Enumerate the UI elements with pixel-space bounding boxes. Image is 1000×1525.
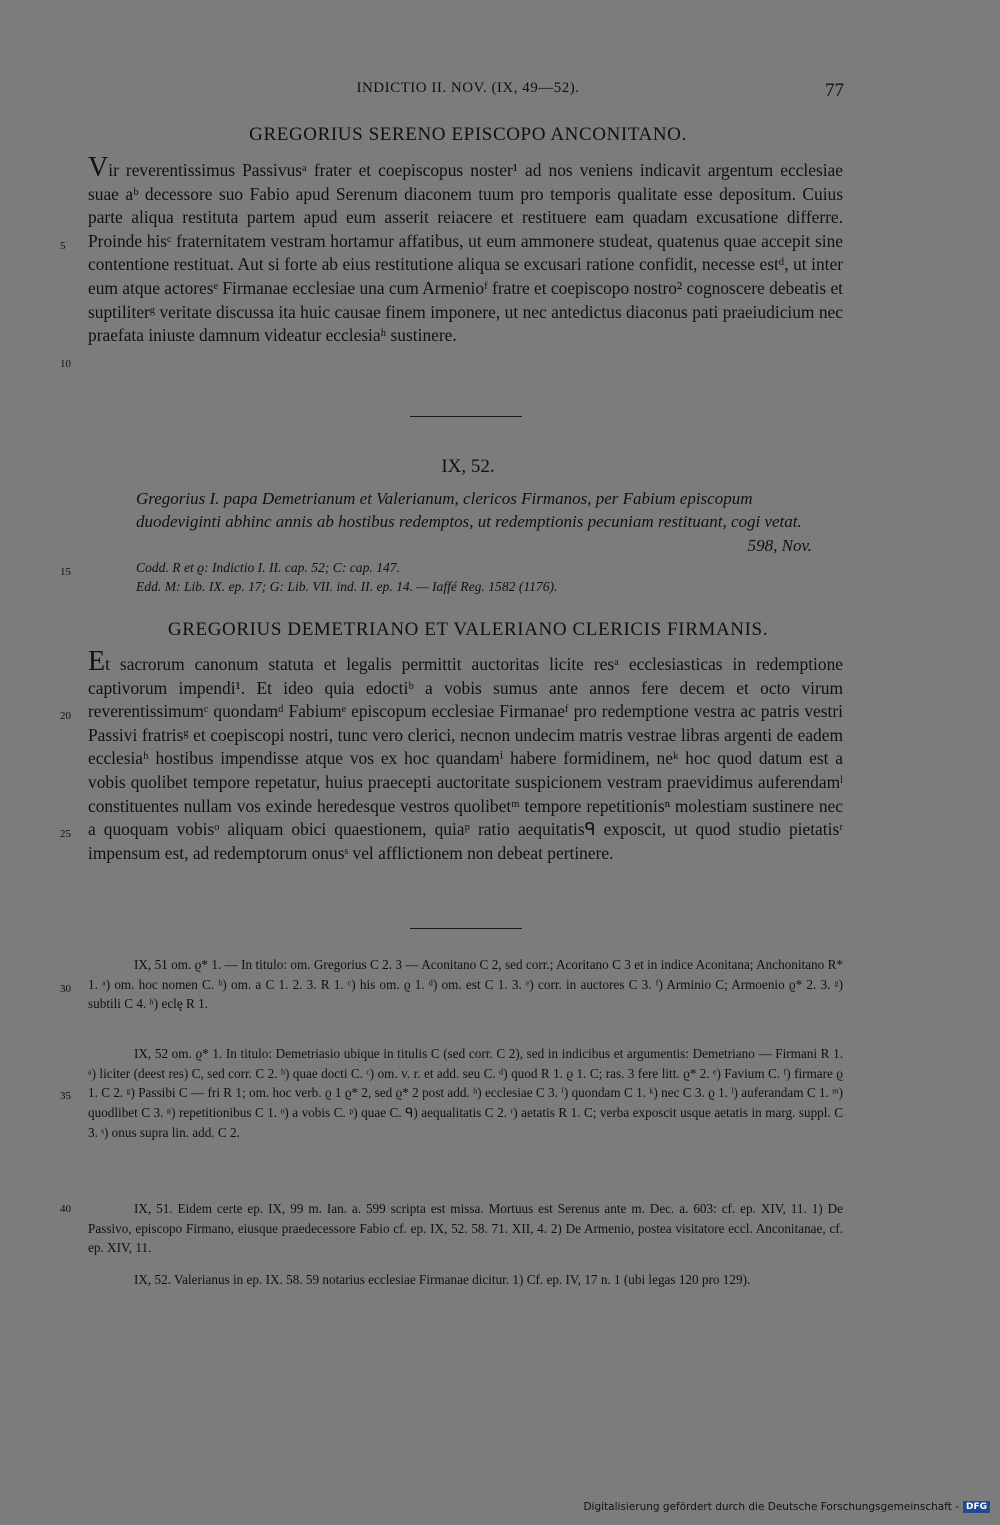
apparatus-text: IX, 52 om. ϱ* 1. In titulo: Demetriasio ubique in titulis C (sed corr. C 2), sed in indicibus et argumentis: Demetriano — Firmani R 1. ᵃ) liciter (deest res) C, sed corr. C 2. ᵇ) quae docti C. ᶜ) om. v. r. et add. seu C. ᵈ) quod R 1. ϱ 1. C; ras. 3 fere litt. ϱ* 2. ᵉ) Favium C. ᶠ) firmare ϱ 1. C 2. ᵍ) Passibi C — fri R 1; om. hoc verb. ϱ 1 ϱ* 2, sed ϱ* 2 post add. ʰ) ecclesiae C 3. ⁱ) quondam C 1. ᵏ) nec C 3. ϱ 1. ˡ) auferandam C 1. ᵐ) quodlibet C 3. ⁿ) repetitionibus C 1. ᵒ) a vobis C. ᵖ) quae C. ᑫ) aequalitatis C 2. ʳ) aetatis R 1. C; verba exposcit usque aetatis in marg. suppl. C 3. ˢ) onus supra lin. add. C 2. — [88, 1046, 843, 1140]
editions-line: Edd. M: Lib. IX. ep. 17; G: Lib. VII. ind. II. ep. 14. — Iaffé Reg. 1582 (1176). — [136, 579, 558, 594]
notes-letter-51 — [88, 1199, 843, 1258]
codices-line: Codd. R et ϱ: Indictio I. II. cap. 52; C: cap. 147. — [136, 560, 400, 575]
running-title: INDICTIO II. NOV. (IX, 49—52). — [356, 80, 580, 96]
manuscript-sigla — [136, 558, 836, 596]
letter1-text: ir reverentissimus Passivusᵃ frater et coepiscopus noster¹ ad nos veniens indicavit argentum ecclesiae suae aᵇ decessore suo Fabio apud Serenum diaconem tuum pro temporis qualitate esse depositum. Cuius parte aliqua restituta partem apud eum asserit reiacere et restituere eam quadam excusatione differre. Proinde hisᶜ fraternitatem vestram hortamur affatibus, ut eum ammonere studeat, quatenus quae accepit sine contentione restituat. Aut si forte ab eius restitutione aliqua se excusari ratione confidit, necesse estᵈ, ut inter eum atque actoresᵉ Firmanae ecclesiae una cum Armenioᶠ fratre et coepiscopo nostro² cognoscere debeatis et suptiliterᵍ veritate discussa ita huic causae finem imponere, ut nec antedictus diaconus pati praeiudicium nec praefata iniuste damnum videatur ecclesiaʰ sustinere. — [88, 160, 843, 346]
dfg-logo: DFG — [963, 1501, 990, 1513]
page-number: 77 — [825, 80, 844, 101]
credit-text: Digitalisierung gefördert durch die Deutsche Forschungsgemeinschaft - — [583, 1501, 959, 1513]
letter1-dropcap: V — [88, 152, 109, 183]
line-number: 10 — [60, 358, 71, 370]
separator-rule — [410, 416, 522, 417]
letter2-text: t sacrorum canonum statuta et legalis permittit auctoritas licite resᵃ ecclesiasticas in redemptione captivorum impendi¹. Et ideo quia edoctiᵇ a vobis sumus ante annos fere decem et octo virum reverentissimumᶜ quondamᵈ Fabiumᵉ episcopum ecclesiae Firmanaeᶠ pro redemptione vestra ac patris vestri Passivi fratrisᵍ et coepiscopi nostri, tunc vero clerici, necnon undecim matris vestrae libras argenti de eadem ecclesiaʰ hostibus impendisse atque vos ex hoc quandamⁱ habere formidinem, neᵏ hoc quod datum est a vobis quolibet tempore repetatur, huius praecepti auctoritate suspicionem vestram praevidimus auferendamˡ constituentes nullam vos exinde heredesque vestros quolibetᵐ tempore repetitionisⁿ molestiam sustinere nec a quoquam vobisᵒ aliquam obici quaestionem, quiaᵖ ratio aequitatisᑫ exposcit, ut quod studio pietatisʳ impensum est, ad redemptorum onusˢ vel afflictionem non debeat pertinere. — [88, 654, 843, 863]
letter2-number: IX, 52. — [441, 456, 495, 477]
note-text: IX, 52. Valerianus in ep. IX. 58. 59 notarius ecclesiae Firmanae dicitur. 1) Cf. ep. IV, 17 n. 1 (ubi legas 120 pro 129). — [134, 1272, 751, 1287]
letter1-heading: GREGORIUS SERENO EPISCOPO ANCONITANO. — [249, 124, 687, 145]
apparatus-letter-52 — [88, 1044, 843, 1143]
note-text: IX, 51. Eidem certe ep. IX, 99 m. Ian. a. 599 scripta est missa. Mortuus est Serenus ante m. Dec. a. 603: cf. ep. XIV, 11. 1) De Passivo, episcopo Firmano, eiusque praedecessore Fabio cf. ep. IX, 52. 58. 71. XII, 4. 2) De Armenio, postea visitatore eccl. Anconitanae, cf. ep. XIV, 11. — [88, 1201, 843, 1256]
apparatus-text: IX, 51 om. ϱ* 1. — In titulo: om. Gregorius C 2. 3 — Aconitano C 2, sed corr.; Acoritano C 3 et in indice Aconitana; Anchonitano R* 1. ᵃ) om. hoc nomen C. ᵇ) om. a C 1. 2. 3. R 1. ᶜ) his om. ϱ 1. ᵈ) om. est C 1. 3. ᵉ) corr. in auctores C 3. ᶠ) Arminio C; Armoenio ϱ* 2. 3. ᵍ) subtili C 4. ʰ) eclę R 1. — [88, 957, 843, 1012]
letter2-body — [88, 646, 843, 865]
line-number: 40 — [60, 1203, 71, 1215]
letter2-date: 598, Nov. — [747, 536, 812, 555]
digitization-credit — [583, 1501, 990, 1513]
line-number: 5 — [60, 240, 66, 252]
notes-letter-52 — [88, 1270, 843, 1290]
line-number: 20 — [60, 710, 71, 722]
line-number: 25 — [60, 828, 71, 840]
line-number: 35 — [60, 1090, 71, 1102]
page-header — [88, 80, 848, 108]
letter2-summary — [136, 487, 836, 557]
letter2-summary-text: Gregorius I. papa Demetrianum et Valerianum, clericos Firmanos, per Fabium episcopum duodeviginti abhinc annis ab hostibus redemptos, ut redemptionis pecuniam restituant, cogi vetat. — [136, 489, 802, 531]
letter2-dropcap: E — [88, 646, 106, 677]
letter2-heading: GREGORIUS DEMETRIANO ET VALERIANO CLERICIS FIRMANIS. — [167, 619, 769, 640]
line-number: 30 — [60, 983, 71, 995]
letter1-body — [88, 152, 843, 348]
separator-rule — [410, 928, 522, 929]
line-number: 15 — [60, 566, 71, 578]
apparatus-letter-51 — [88, 955, 843, 1014]
